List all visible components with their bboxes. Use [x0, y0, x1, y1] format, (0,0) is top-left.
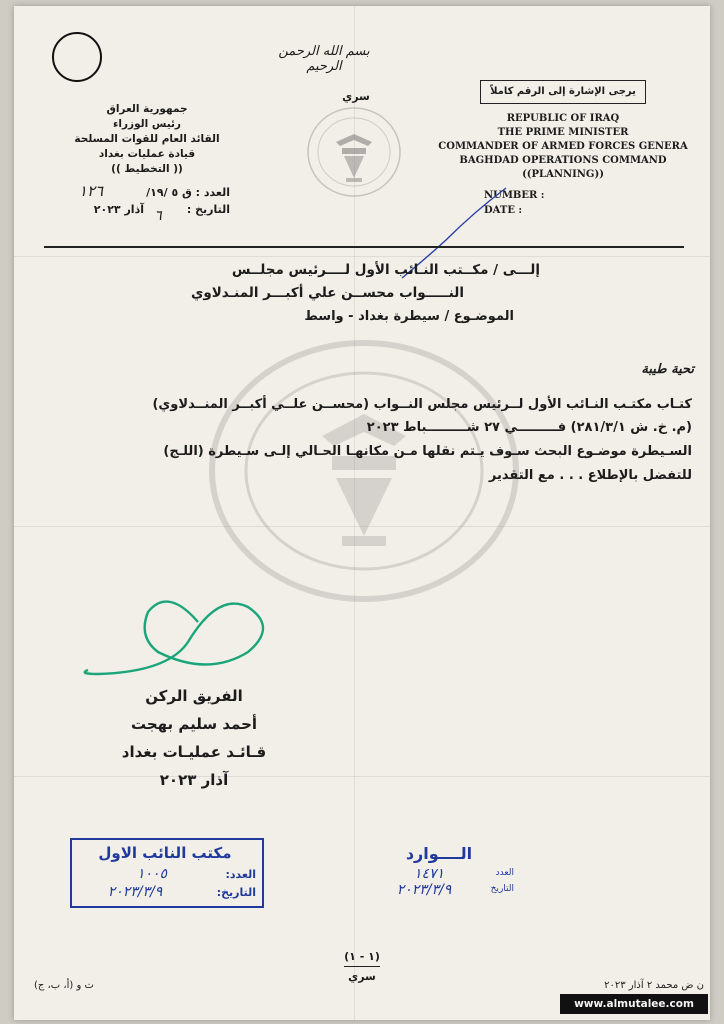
header-ar-number: العدد : ق ٥ /١٩/	[146, 186, 230, 199]
header-ar-line3: القائد العام للقوات المسلحة	[74, 133, 220, 145]
stamp-incoming-date-label: التاريخ	[490, 884, 514, 894]
classification-top: سري	[342, 90, 370, 103]
header-ar-date-rest: آذار ٢٠٢٣	[93, 203, 144, 216]
footer-right-code: ن ض محمد ٢ آذار ٢٠٢٣	[604, 980, 704, 991]
stamp-office-date-label: التاريخ:	[216, 886, 256, 899]
subject-line: الموضـوع / سيطرة بغداد - واسط	[304, 309, 514, 324]
stamp-office	[70, 838, 264, 908]
header-ar-date-day: ٦	[154, 208, 162, 224]
website-watermark: www.almutalee.com	[560, 994, 708, 1014]
stamp-office-date: ٢٠٢٣/٣/٩	[107, 884, 163, 900]
header-en-date: DATE :	[484, 205, 523, 216]
signature-date: آذار ٢٠٢٣	[159, 771, 229, 789]
signature-title: قـائـد عمليـات بغداد	[121, 743, 267, 761]
signature-name: أحمد سليم بهجت	[130, 715, 258, 733]
stamp-incoming	[364, 844, 514, 904]
header-divider	[44, 246, 684, 248]
footer-classification: سري	[348, 970, 376, 983]
greeting: تحية طيبة	[641, 362, 694, 377]
body-line1: كتـاب مكتـب النـائب الأول لــرئيس مجلس النــواب (محســن علــي أكبــر المنــدلاوي)	[152, 397, 692, 412]
header-ar-line4: قيادة عمليات بغداد	[98, 148, 196, 160]
header-en-line2: THE PRIME MINISTER	[497, 127, 629, 138]
stamp-office-number-label: العدد:	[225, 868, 256, 881]
body-line4: للتفضل بالإطلاع . . . مع التقدير	[488, 468, 692, 483]
hand-drawn-circle	[52, 32, 102, 82]
stamp-office-number: ١٠٠٥	[136, 866, 168, 882]
body-line2: (م. خ. ش ٢٨١/٣/١) فـــــــــي ٢٧ شـــــــــباط ٢٠٢٣	[366, 420, 692, 435]
footer-left-code: ت و (أ، ب، ج)	[34, 980, 94, 991]
header-ar-line1: جمهورية العراق	[106, 103, 188, 115]
document-page	[14, 6, 710, 1020]
footer-page-divider	[344, 966, 380, 967]
recipient-line2: النـــــواب محســن علي أكبـــر المنـدلاوي	[190, 285, 464, 301]
stamp-incoming-number: ١٤٧١	[413, 866, 445, 882]
footer-page-number: (١ - ١)	[344, 950, 380, 963]
header-ar-number-handwritten: ١٢٦	[78, 182, 104, 200]
signature-rank: الفريق الركن	[145, 687, 243, 705]
reference-note: يرجى الإشارة إلى الرقم كاملاً	[480, 80, 646, 104]
header-ar-date-label: التاريخ :	[186, 203, 230, 216]
iraq-emblem-icon	[304, 106, 404, 198]
header-ar-line2: رئيس الوزراء	[113, 118, 181, 130]
basmala: بسم الله الرحمن الرحيم	[278, 44, 370, 74]
header-en-line4: BAGHDAD OPERATIONS COMMAND	[459, 155, 667, 166]
stamp-office-title: مكتب النائب الاول	[98, 844, 232, 862]
stamp-incoming-title: الــــوارد	[405, 844, 473, 863]
header-english	[428, 112, 698, 182]
header-ar-line5: (( التخطيط ))	[111, 163, 183, 175]
recipient-line1: إلـــى / مكــتب النـائب الأول لــــرئيس مجلــس	[231, 262, 540, 278]
header-en-line3: COMMANDER OF ARMED FORCES GENERA	[438, 141, 688, 152]
header-en-number: NUMBER :	[484, 190, 545, 201]
header-en-line5: ((PLANNING))	[522, 169, 604, 180]
signature-icon	[78, 582, 278, 692]
signature-block	[94, 682, 294, 794]
stamp-incoming-number-label: العدد	[495, 868, 514, 878]
body-line3: السـيطرة موضـوع البحث سـوف يـتم نقلها مـن مكانهـا الحـالي إلـى سـيطرة (اللـج)	[163, 444, 692, 459]
stamp-incoming-date: ٢٠٢٣/٣/٩	[396, 882, 452, 898]
fold-line	[14, 256, 710, 257]
header-en-line1: REPUBLIC OF IRAQ	[506, 113, 620, 124]
header-arabic	[62, 102, 232, 177]
